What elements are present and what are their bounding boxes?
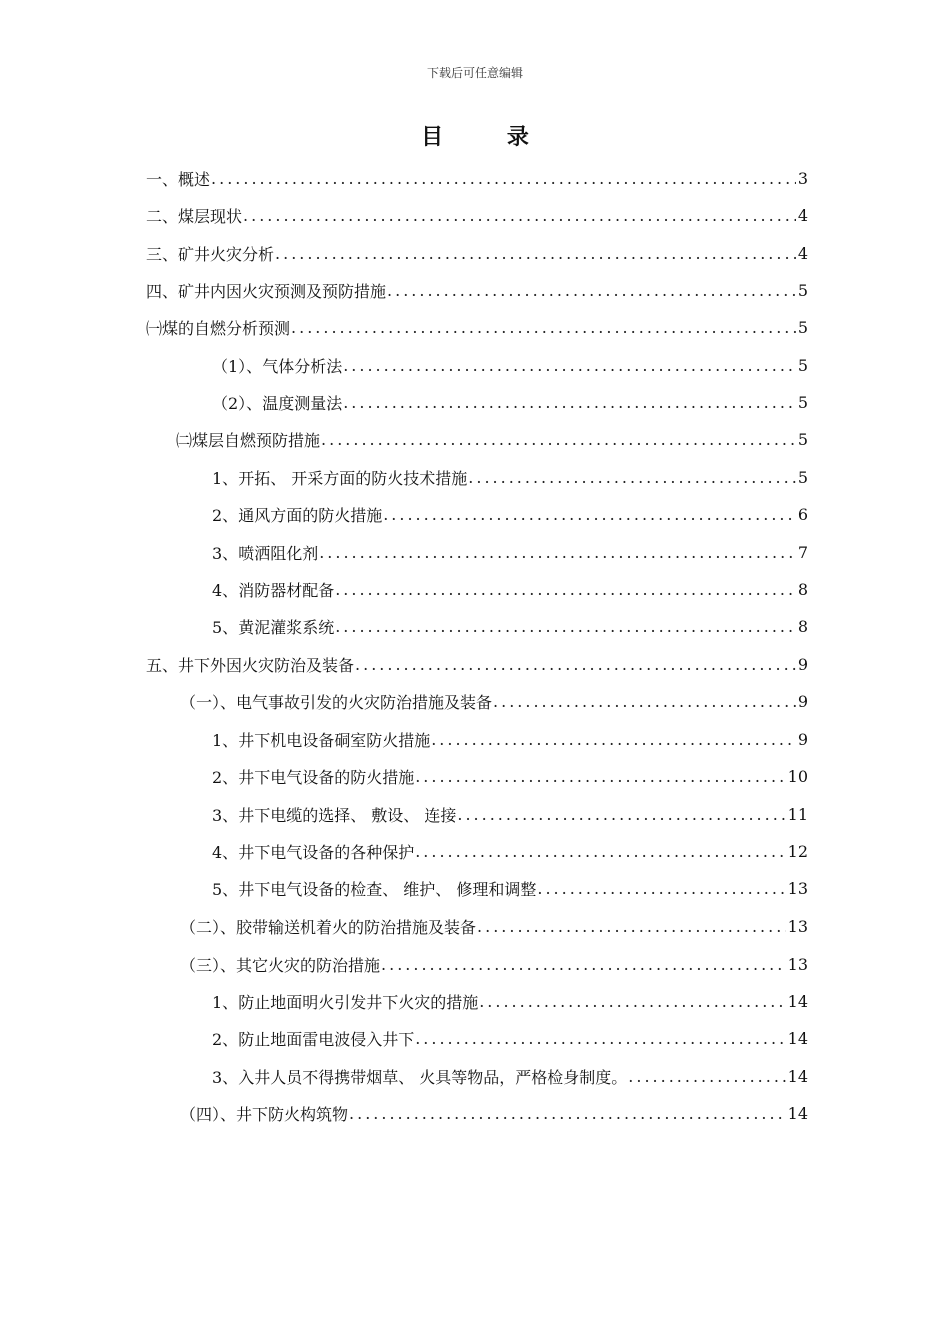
toc-entry-page: 10 [787,766,808,786]
toc-entry-page: 5 [797,429,808,449]
toc-entry-title: 井下防火构筑物 [236,1104,349,1124]
toc-entry-number: 5、 [212,879,239,899]
toc-entry-title: 入井人员不得携带烟草、 火具等物品，严格检身制度。 [238,1067,628,1087]
toc-entry-title: 黄泥灌浆系统 [238,617,335,637]
toc-leader-dots [335,580,796,599]
toc-entry-page: 8 [797,579,808,599]
toc-entry-number: （1）、 [212,356,263,376]
toc-entry-page: 5 [797,355,808,375]
toc-entry-page: 13 [787,878,808,898]
toc-entry-page: 5 [797,467,808,487]
toc-entry-number: 五、 [146,655,179,675]
toc-entry-page: 9 [797,654,808,674]
toc-entry[interactable] [146,234,808,272]
toc-entry[interactable] [212,570,808,608]
toc-leader-dots [291,318,796,337]
toc-entry-number: （三）、 [180,955,237,975]
toc-entry-title: 其它火灾的防治措施 [236,955,381,975]
toc-entry-title: 煤层自燃预防措施 [192,430,321,450]
toc-entry-page: 14 [787,1028,808,1048]
toc-entry-title: 通风方面的防火措施 [238,505,383,525]
toc-entry-page: 5 [797,317,808,337]
toc-entry[interactable] [212,869,808,907]
toc-entry-number: 4、 [212,580,239,600]
toc-entry-number: （四）、 [180,1104,237,1124]
toc-entry-number: 3、 [212,1067,239,1087]
toc-leader-dots [211,169,796,188]
toc-entry[interactable] [146,271,808,309]
toc-entry-number: 5、 [212,617,239,637]
toc-entry-title: 井下外因火灾防治及装备 [178,655,355,675]
toc-entry[interactable] [212,346,808,384]
toc-entry-title: 气体分析法 [262,356,343,376]
toc-entry[interactable] [146,645,808,683]
toc-entry-title: 温度测量法 [262,393,343,413]
toc-entry-title: 消防器材配备 [238,580,335,600]
toc-entry[interactable] [146,159,808,197]
header-note: 下载后可任意编辑 [426,66,523,80]
toc-entry-title: 概述 [178,169,211,189]
toc-entry-number: 一、 [146,169,179,189]
toc-entry[interactable] [212,720,808,758]
toc-leader-dots [537,879,785,898]
toc-entry-title: 矿井内因火灾预测及预防措施 [178,281,387,301]
toc-leader-dots [468,468,796,487]
toc-entry-page: 14 [787,1103,808,1123]
toc-entry[interactable] [212,495,808,533]
toc-leader-dots [381,955,786,974]
toc-entry-title: 井下电气设备的各种保护 [238,842,415,862]
toc-entry-number: 4、 [212,842,239,862]
toc-entry[interactable] [212,832,808,870]
toc-entry-number: 四、 [146,281,179,301]
toc-entry-page: 4 [797,243,808,263]
toc-leader-dots [628,1067,785,1086]
toc-entry-number: ㈡ [176,430,193,450]
toc-entry-page: 8 [797,616,808,636]
toc-entry[interactable] [180,907,808,945]
toc-entry-page: 5 [797,392,808,412]
toc-entry-number: 3、 [212,543,239,563]
toc-entry-page: 6 [797,504,808,524]
toc-entry[interactable] [180,945,808,983]
toc-entry-number: 二、 [146,206,179,226]
toc-leader-dots [349,1104,786,1123]
toc-leader-dots [343,356,796,375]
toc-entry[interactable] [146,196,808,234]
toc-leader-dots [431,730,796,749]
toc-entry-title: 井下电缆的选择、 敷设、 连接 [238,805,457,825]
toc-entry-page: 9 [797,691,808,711]
toc-entry-number: 2、 [212,505,239,525]
toc-entry-title: 防止地面明火引发井下火灾的措施 [238,992,479,1012]
toc-entry-title: 喷洒阻化剂 [238,543,319,563]
toc-entry-title: 矿井火灾分析 [178,244,275,264]
toc-entry-number: 2、 [212,767,239,787]
toc-entry-number: （二）、 [180,917,237,937]
toc-entry[interactable] [212,533,808,571]
toc-entry-title: 开拓、 开采方面的防火技术措施 [238,468,468,488]
toc-leader-dots [383,505,796,524]
toc-entry-page: 11 [787,804,808,824]
toc-leader-dots [477,917,786,936]
toc-entry-page: 12 [787,841,808,861]
toc-leader-dots [319,543,796,562]
toc-entry[interactable] [180,682,808,720]
toc-entry-title: 井下机电设备硐室防火措施 [238,730,431,750]
toc-entry[interactable] [212,795,808,833]
toc-entry-title: 井下电气设备的检查、 维护、 修理和调整 [238,879,537,899]
toc-entry-title: 胶带输送机着火的防治措施及装备 [236,917,477,937]
toc-entry[interactable] [146,308,808,346]
toc-entry[interactable] [212,757,808,795]
toc-entry[interactable] [176,420,808,458]
toc-leader-dots [415,767,785,786]
toc-entry-page: 14 [787,991,808,1011]
toc-title: 目 录 [421,124,557,150]
toc-entry-page: 13 [787,916,808,936]
toc-leader-dots [415,1029,785,1048]
toc-entry-number: 1、 [212,730,239,750]
toc-entry[interactable] [212,383,808,421]
toc-entry-number: 1、 [212,992,239,1012]
toc-entry[interactable] [212,458,808,496]
toc-leader-dots [355,655,796,674]
toc-entry-page: 9 [797,729,808,749]
toc-leader-dots [275,244,796,263]
toc-entry-page: 13 [787,954,808,974]
toc-entry-title: 煤的自燃分析预测 [162,318,291,338]
toc-entry[interactable] [212,1057,808,1095]
toc-entry-page: 3 [797,168,808,188]
toc-entry[interactable] [180,1094,808,1132]
toc-entry[interactable] [212,1019,808,1057]
toc-entry-number: （2）、 [212,393,263,413]
toc-leader-dots [493,692,796,711]
toc-leader-dots [243,206,796,225]
toc-entry-number: 3、 [212,805,239,825]
toc-leader-dots [321,430,796,449]
toc-leader-dots [335,617,796,636]
toc-entry[interactable] [212,607,808,645]
toc-entry-page: 4 [797,205,808,225]
toc-leader-dots [479,992,785,1011]
toc-entry-number: （一）、 [180,692,237,712]
toc-entry[interactable] [212,982,808,1020]
toc-entry-number: 三、 [146,244,179,264]
toc-entry-number: 2、 [212,1029,239,1049]
toc-entry-number: ㈠ [146,318,163,338]
toc-leader-dots [387,281,796,300]
toc-leader-dots [343,393,796,412]
toc-entry-title: 电气事故引发的火灾防治措施及装备 [236,692,493,712]
toc-entry-title: 煤层现状 [178,206,243,226]
toc-entry-page: 7 [797,542,808,562]
toc-leader-dots [457,805,785,824]
toc-entry-title: 井下电气设备的防火措施 [238,767,415,787]
toc-entry-page: 5 [797,280,808,300]
toc-entry-title: 防止地面雷电波侵入井下 [238,1029,415,1049]
toc-entry-number: 1、 [212,468,239,488]
toc-leader-dots [415,842,785,861]
toc-entry-page: 14 [787,1066,808,1086]
